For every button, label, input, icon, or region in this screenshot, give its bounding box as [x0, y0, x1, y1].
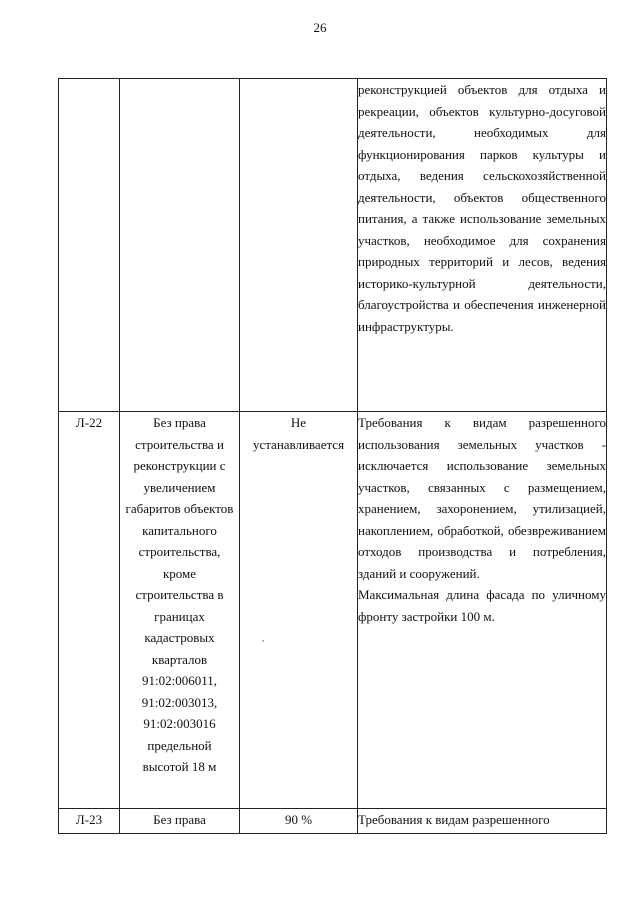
table-row [59, 412, 607, 809]
requirements-cell [358, 809, 607, 834]
zoning-table [58, 78, 607, 834]
restriction-cell [120, 79, 240, 412]
percent-text: Не устанавливается [252, 415, 345, 452]
requirements-cell [358, 79, 607, 412]
scan-speck [262, 640, 264, 642]
requirements-cell [358, 412, 607, 809]
zone-code-cell: Л-22 [59, 412, 120, 809]
zone-code-cell: Л-23 [59, 809, 120, 834]
percent-cell [240, 79, 358, 412]
table-row [59, 79, 607, 412]
percent-cell [240, 412, 358, 809]
restriction-cell: Без права [120, 809, 240, 834]
restriction-cell [120, 412, 240, 809]
page-number: 26 [313, 20, 327, 35]
requirements-text: Требования к видам разрешенного [358, 812, 550, 827]
percent-cell: 90 % [240, 809, 358, 834]
restriction-text: Без права строительства и реконструкции с увеличением габаритов объектов капитального строительства, кроме строительства в границах кадастровых кварталов 91:02:006011, 91:02:003013, 91:02:003016 предельной высотой 18 м [125, 415, 234, 774]
table-row [59, 809, 607, 834]
facade-length-text: Максимальная длина фасада по уличному фронту застройки 100 м. [358, 587, 606, 624]
requirements-text: Требования к видам разрешенного использования земельных участков - исключается использование земельных участков, связанных с размещением, хранением, захоронением, утилизацией, накоплением, обработкой, обезвреживанием отходов производства и потребления, зданий и сооружений. [358, 415, 606, 581]
requirements-text: реконструкцией объектов для отдыха и рекреации, объектов культурно-досуговой деятельности, необходимых для функционирования парков культуры и отдыха, ведения сельскохозяйственной деятельности, объектов общественного питания, а также использование земельных участков, необходимое для сохранения природных территорий и лесов, ведения историко-культурной деятельности, благоустройства и обеспечения инженерной инфраструктуры. [358, 82, 606, 334]
zone-code-cell [59, 79, 120, 412]
